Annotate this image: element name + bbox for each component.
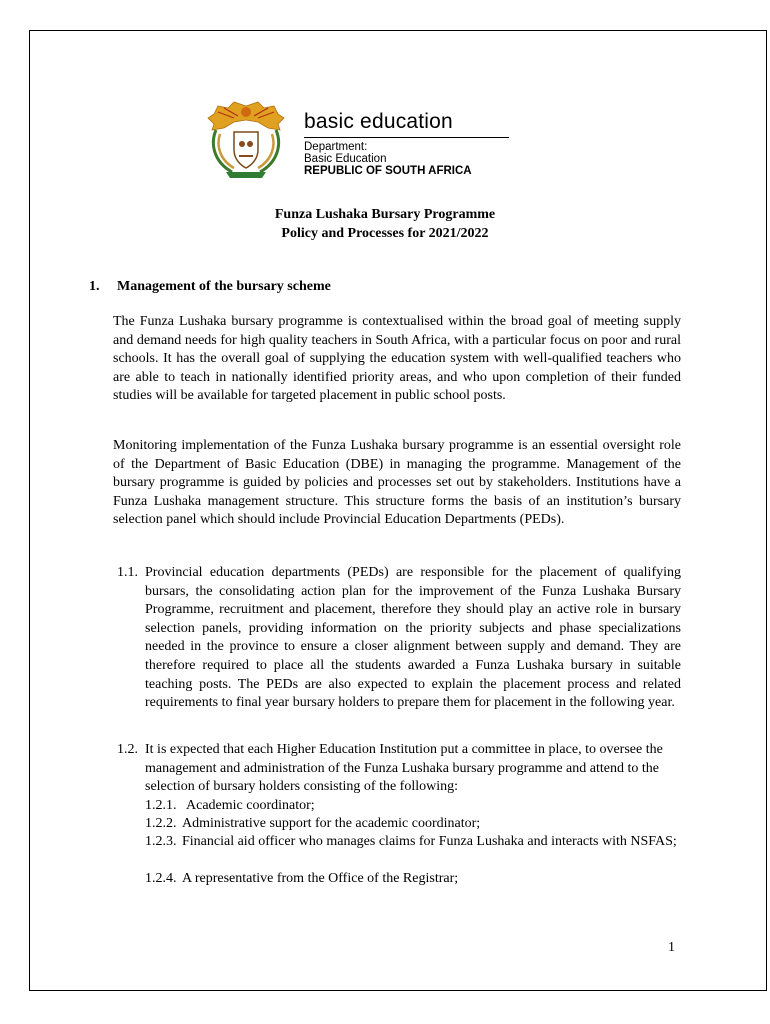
item-1-2-4-text: A representative from the Office of the Registrar; bbox=[182, 871, 459, 886]
document-title: Funza Lushaka Bursary Programme bbox=[274, 207, 496, 222]
item-1-1-text: Provincial education departments (PEDs) are responsible for the placement of qualifying bursars, the consolidating action plan for the improvement of the Funza Lushaka Bursary Programme, recruitment and placement, therefore they should play an active role in bursary selection panels, providing information on the priority subjects and phase specializations needed in the province to ensure a closer alignment between supply and demand. They are therefore required to place all the students awarded a Funza Lushaka bursary in suitable teaching posts. The PEDs are also expected to explain the placement process and related requirements to final year bursary holders to prepare them for placement in the following year. bbox=[145, 565, 681, 711]
item-1-2-1-text: Academic coordinator; bbox=[186, 798, 315, 813]
item-1-1-number: 1.1. bbox=[117, 565, 138, 580]
item-1-2-3-text: Financial aid officer who manages claims for Funza Lushaka and interacts with NSFAS; bbox=[182, 834, 677, 849]
department-label: Department: bbox=[304, 141, 368, 153]
section-number: 1. bbox=[89, 279, 100, 294]
paragraph-2: Monitoring implementation of the Funza Lushaka bursary programme is an essential oversight role of the Department of Basic Education (DBE) in managing the programme. Management of the bursary programme is guided by policies and processes set out by stakeholders. Institutions have a Funza Lushaka management structure. This structure forms the basis of an institution’s bursary selection panel which should include Provincial Education Departments (PEDs). bbox=[113, 438, 681, 528]
department-name: Basic Education bbox=[304, 152, 387, 165]
item-1-2-number: 1.2. bbox=[117, 742, 138, 757]
coat-of-arms-icon bbox=[204, 100, 289, 180]
item-1-2-2-text: Administrative support for the academic coordinator; bbox=[182, 816, 481, 831]
item-1-2-1-number: 1.2.1. bbox=[145, 798, 177, 813]
section-heading: Management of the bursary scheme bbox=[117, 279, 331, 294]
item-1-2-4-number: 1.2.4. bbox=[145, 871, 177, 886]
brand-block bbox=[304, 110, 509, 177]
country-name: REPUBLIC OF SOUTH AFRICA bbox=[304, 165, 472, 177]
paragraph-1: The Funza Lushaka bursary programme is contextualised within the broad goal of meeting supply and demand needs for high quality teachers in South Africa, with a particular focus on poor and rural schools. It has the overall goal of supplying the education system with well-qualified teachers who are able to teach in nationally identified priority areas, and who upon completion of their funded studies will be available for targeted placement in public school posts. bbox=[113, 314, 681, 404]
item-1-2-3-number: 1.2.3. bbox=[145, 834, 177, 849]
brand-name: basic education bbox=[304, 110, 453, 133]
dbe-logo bbox=[204, 100, 510, 180]
item-1-2-text: It is expected that each Higher Education Institution put a committee in place, to oversee the management and administration of the Funza Lushaka bursary programme and attend to the selection of bursary holders consisting of the following: bbox=[145, 742, 663, 795]
page-number: 1 bbox=[668, 940, 675, 955]
item-1-2-2-number: 1.2.2. bbox=[145, 816, 177, 831]
document-subtitle: Policy and Processes for 2021/2022 bbox=[281, 226, 489, 241]
brand-divider bbox=[304, 137, 509, 138]
